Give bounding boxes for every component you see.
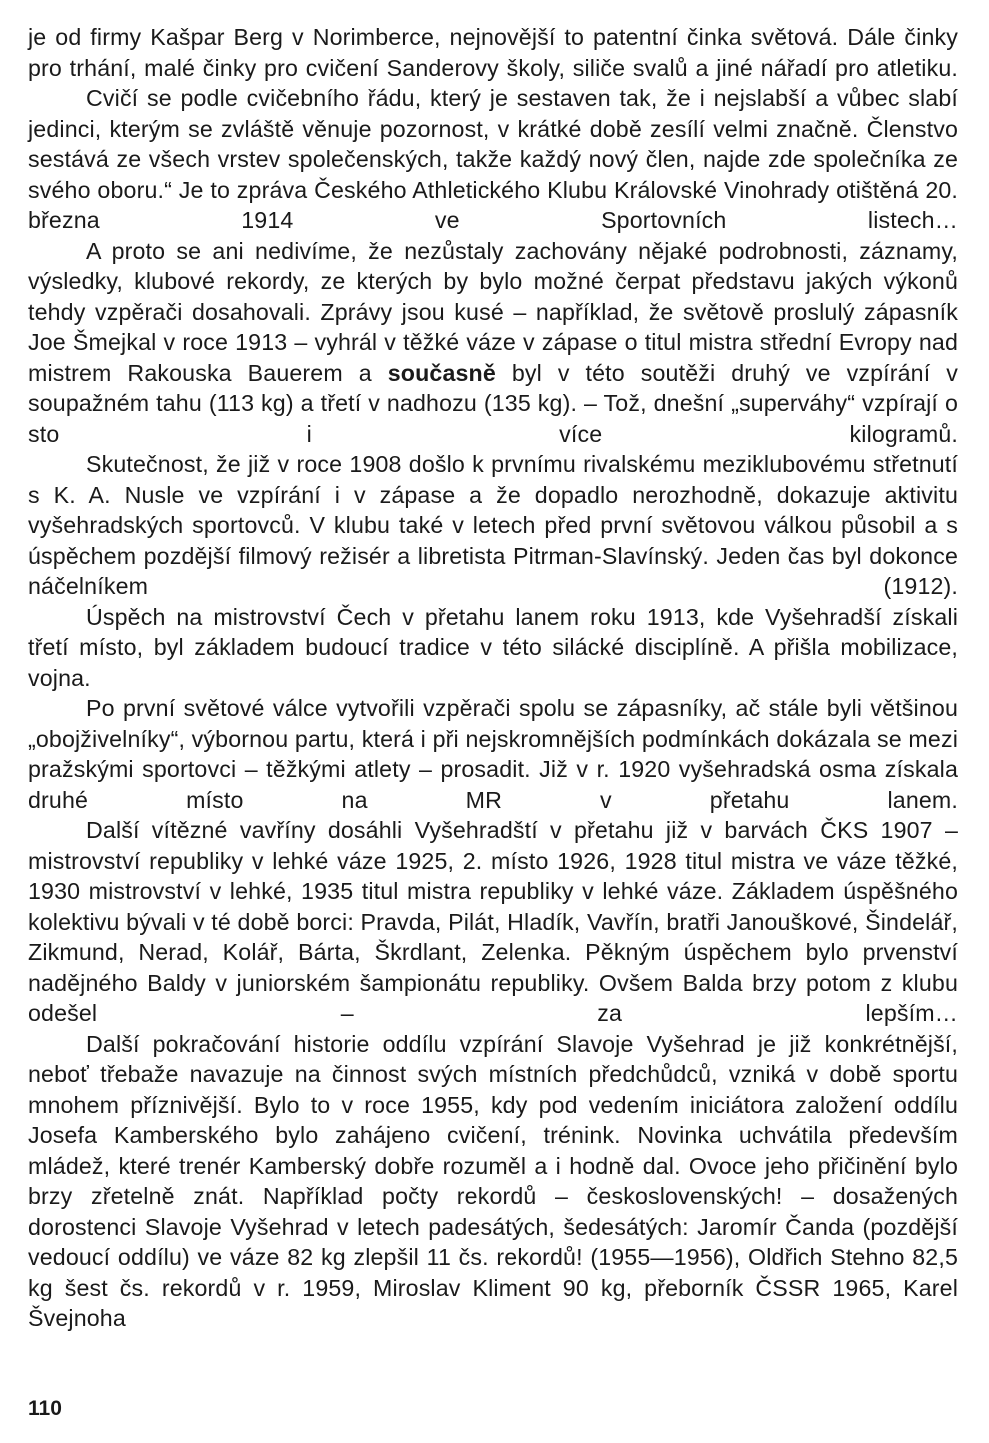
paragraph-7: Další vítězné vavříny dosáhli Vyšehradští v přetahu již v barvách ČKS 1907 – mistrovství republiky v lehké váze 1925, 2. místo 1926, 1928 titul mistra ve váze těžké, 1930 mistrovství v lehké, 1935 titul mistra republiky v lehké váze. Základem úspěšného kolektivu bývali v té době borci: Pravda, Pilát, Hladík, Vavřín, bratři Janouškové, Šindelář, Zikmund, Nerad, Kolář, Bárta, Škrdlant, Zelenka. Pěkným úspěchem bylo prvenství nadějného Baldy v juniorském šampionátu republiky. Ovšem Balda brzy potom z klubu odešel – za lepším… — [28, 817, 958, 1026]
paragraph-8: Další pokračování historie oddílu vzpírání Slavoje Vyšehrad je již konkrétnější, neboť třebaže navazuje na činnost svých místních předchůdců, vzniká v době sportu mnohem příznivější. Bylo to v roce 1955, kdy pod vedením iniciátora založení oddílu Josefa Kamberského bylo zahájeno cvičení, trénink. Novinka uchvátila především mládež, které trenér Kamberský dobře rozuměl a i hodně dal. Ovoce jeho přičinění bylo brzy zřetelně znát. Například počty rekordů – československých! – dosažených dorostenci Slavoje Vyšehrad v letech padesátých, šedesátých: Jaromír Čanda (pozdější vedoucí oddílu) ve váze 82 kg zlepšil 11 čs. rekordů! (1955—1956), Oldřich Stehno 82,5 kg šest čs. rekordů v r. 1959, Miroslav Kliment 90 kg, přeborník ČSSR 1965, Karel Švejnoha — [28, 1030, 958, 1331]
book-page — [28, 22, 958, 1334]
paragraph-5: Úspěch na mistrovství Čech v přetahu lanem roku 1913, kde Vyšehradší získali třetí místo, byl základem budoucí tradice v této silácké disciplíně. A přišla mobilizace, vojna. — [28, 603, 958, 691]
paragraph-3 — [28, 236, 958, 450]
paragraph-4: Skutečnost, že již v roce 1908 došlo k prvnímu rivalskému meziklubovému střetnutí s K. A. Nusle ve vzpírání i v zápase a že dopadlo nerozhodně, dokazuje aktivitu vyšehradských sportovců. V klubu také v letech před první světovou válkou působil a s úspěchem pozdější filmový režisér a libretista Pitrman-Slavínský. Jeden čas byl dokonce náčelníkem (1912). — [28, 451, 958, 599]
emphasized-word: současně — [387, 359, 496, 386]
page-number: 110 — [28, 1397, 62, 1420]
paragraph-1: je od firmy Kašpar Berg v Norimberce, nejnovější to patentní činka světová. Dále činky pro trhání, malé činky pro cvičení Sanderovy školy, siliče svalů a jiné nářadí pro atletiku. — [28, 24, 958, 81]
paragraph-2: Cvičí se podle cvičebního řádu, který je sestaven tak, že i nejslabší a vůbec slabí jedinci, kterým se zvláště věnuje pozornost, v krátké době zesílí velmi značně. Členstvo sestává ze všech vrstev společenských, takže každý nový člen, najde zde společníka ze svého oboru.“ Je to zpráva Českého Athletického Klubu Královské Vinohrady otištěná 20. března 1914 ve Sportovních listech… — [28, 85, 958, 233]
paragraph-3-text-start: A proto se ani nedivíme, že nezůstaly zachovány nějaké podrobnosti, záznamy, výsledky, klubové rekordy, ze kterých by bylo možné čerpat představu jakých výkonů tehdy vzpěrači dosahovali. Zprávy jsou kusé – například, že světově proslulý zápasník Joe Šmejkal v roce 1913 – vyhrál v těžké váze v zápase o titul mistra střední Evropy nad mistrem Rakouska Bauerem a — [28, 237, 958, 386]
paragraph-3-text-end: byl v této soutěži druhý ve vzpírání v soupažném tahu (113 kg) a třetí v nadhozu (135 kg). – Tož, dnešní „superváhy“ vzpírají o sto i více kilogramů. — [28, 359, 958, 447]
paragraph-6: Po první světové válce vytvořili vzpěrači spolu se zápasníky, ač stále byli většinou „obojživelníky“, výbornou partu, která i při nejskromnějších podmínkách dokázala se mezi pražskými sportovci – těžkými atlety – prosadit. Již v r. 1920 vyšehradská osma získala druhé místo na MR v přetahu lanem. — [28, 695, 958, 813]
